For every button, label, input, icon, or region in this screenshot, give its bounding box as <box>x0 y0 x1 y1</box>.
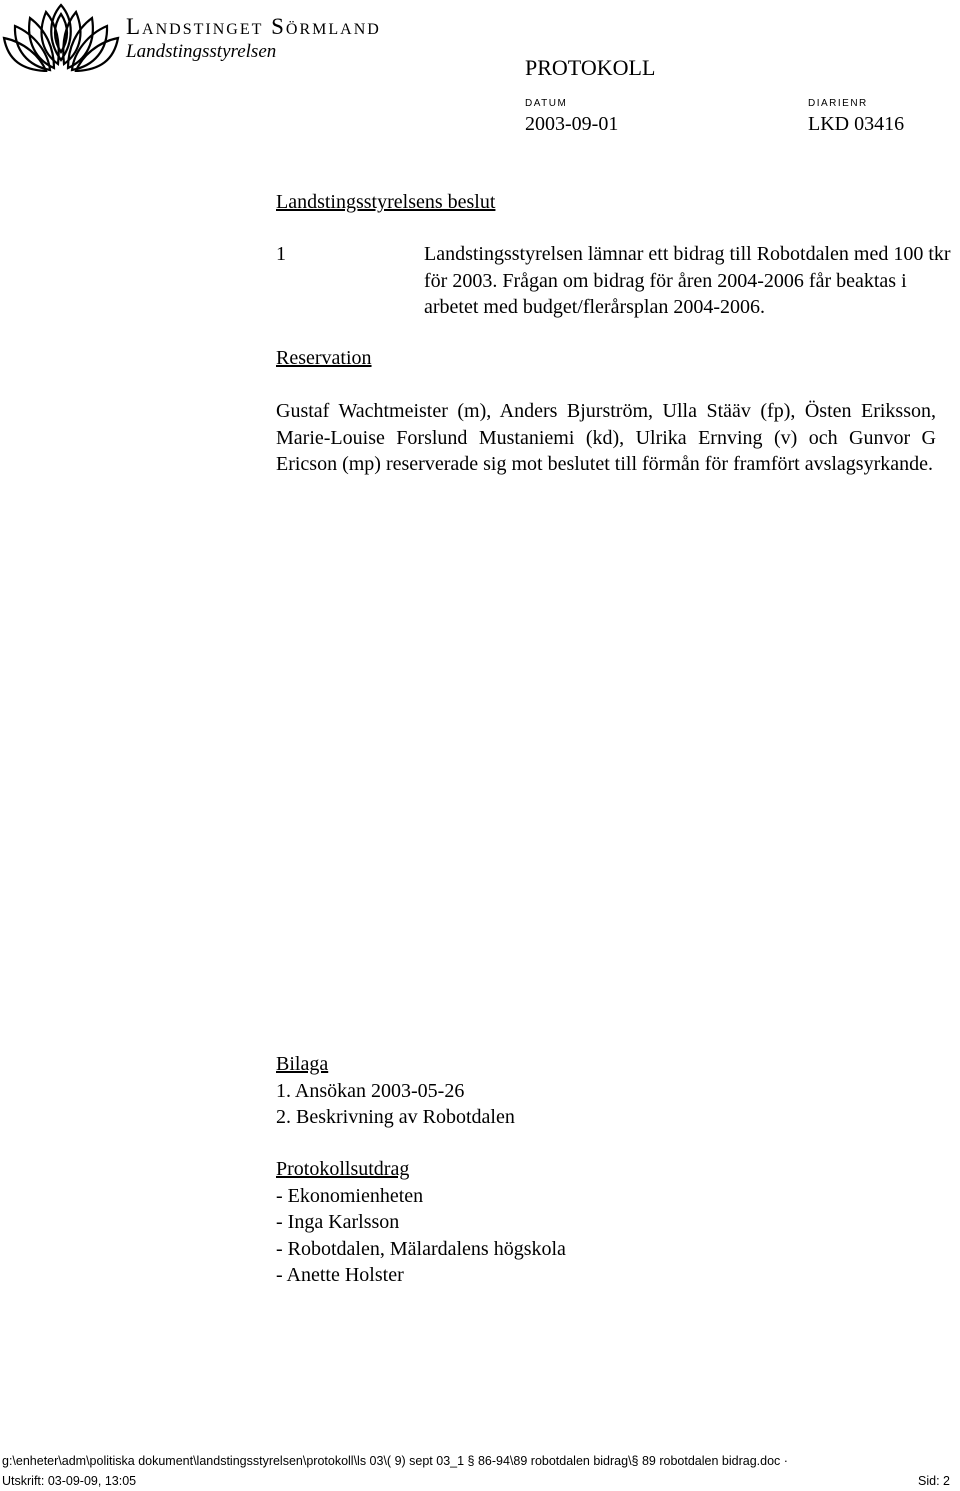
diarienr-label: DIARIENR <box>808 98 868 109</box>
footer-page-number: Sid: 2 <box>918 1474 950 1488</box>
decision-item-number: 1 <box>276 243 286 265</box>
reservation-heading: Reservation <box>276 347 372 369</box>
diarienr-value: LKD 03416 <box>808 113 905 135</box>
footer-file-path: g:\enheter\adm\politiska dokument\landstingsstyrelsen\protokoll\ls 03\( 9) sept 03_1 § 86-94\89 robotdalen bidrag\§ 89 robotdalen bidrag.doc · <box>2 1454 788 1468</box>
bilaga-heading: Bilaga <box>276 1053 329 1075</box>
landsting-logo-icon <box>2 2 120 72</box>
list-item: - Ekonomienheten <box>276 1184 424 1207</box>
list-item: - Inga Karlsson <box>276 1211 400 1233</box>
list-item: 2. Beskrivning av Robotdalen <box>276 1106 515 1128</box>
protokollsutdrag-section <box>276 1156 566 1289</box>
list-item: - Anette Holster <box>276 1264 404 1286</box>
footer-print-date: Utskrift: 03-09-09, 13:05 <box>2 1474 137 1488</box>
list-item: - Robotdalen, Mälardalens högskola <box>276 1237 566 1260</box>
decision-item-text: Landstingsstyrelsen lämnar ett bidrag till Robotdalen med 100 tkr för 2003. Frågan om bidrag för åren 2004-2006 får beaktas i arbetet med budget/flerårsplan 2004-2006. <box>424 243 951 318</box>
reservation-text: Gustaf Wachtmeister (m), Anders Bjurström, Ulla Stääv (fp), Östen Eriksson, Marie-Louise Forslund Mustaniemi (kd), Ulrika Ernving (v) och Gunvor G Ericson (mp) reserverade sig mot beslutet till förmån för framfört avslagsyrkande. <box>276 400 936 475</box>
bilaga-section <box>276 1051 515 1131</box>
protokollsutdrag-heading: Protokollsutdrag <box>276 1158 410 1180</box>
decision-heading: Landstingsstyrelsens beslut <box>276 191 496 213</box>
org-subtitle: Landstingsstyrelsen <box>126 41 277 62</box>
org-name: Landstinget Sörmland <box>126 14 381 39</box>
datum-value: 2003-09-01 <box>525 113 619 135</box>
list-item: 1. Ansökan 2003-05-26 <box>276 1079 465 1102</box>
datum-label: DATUM <box>525 98 568 109</box>
document-type: PROTOKOLL <box>525 55 656 80</box>
